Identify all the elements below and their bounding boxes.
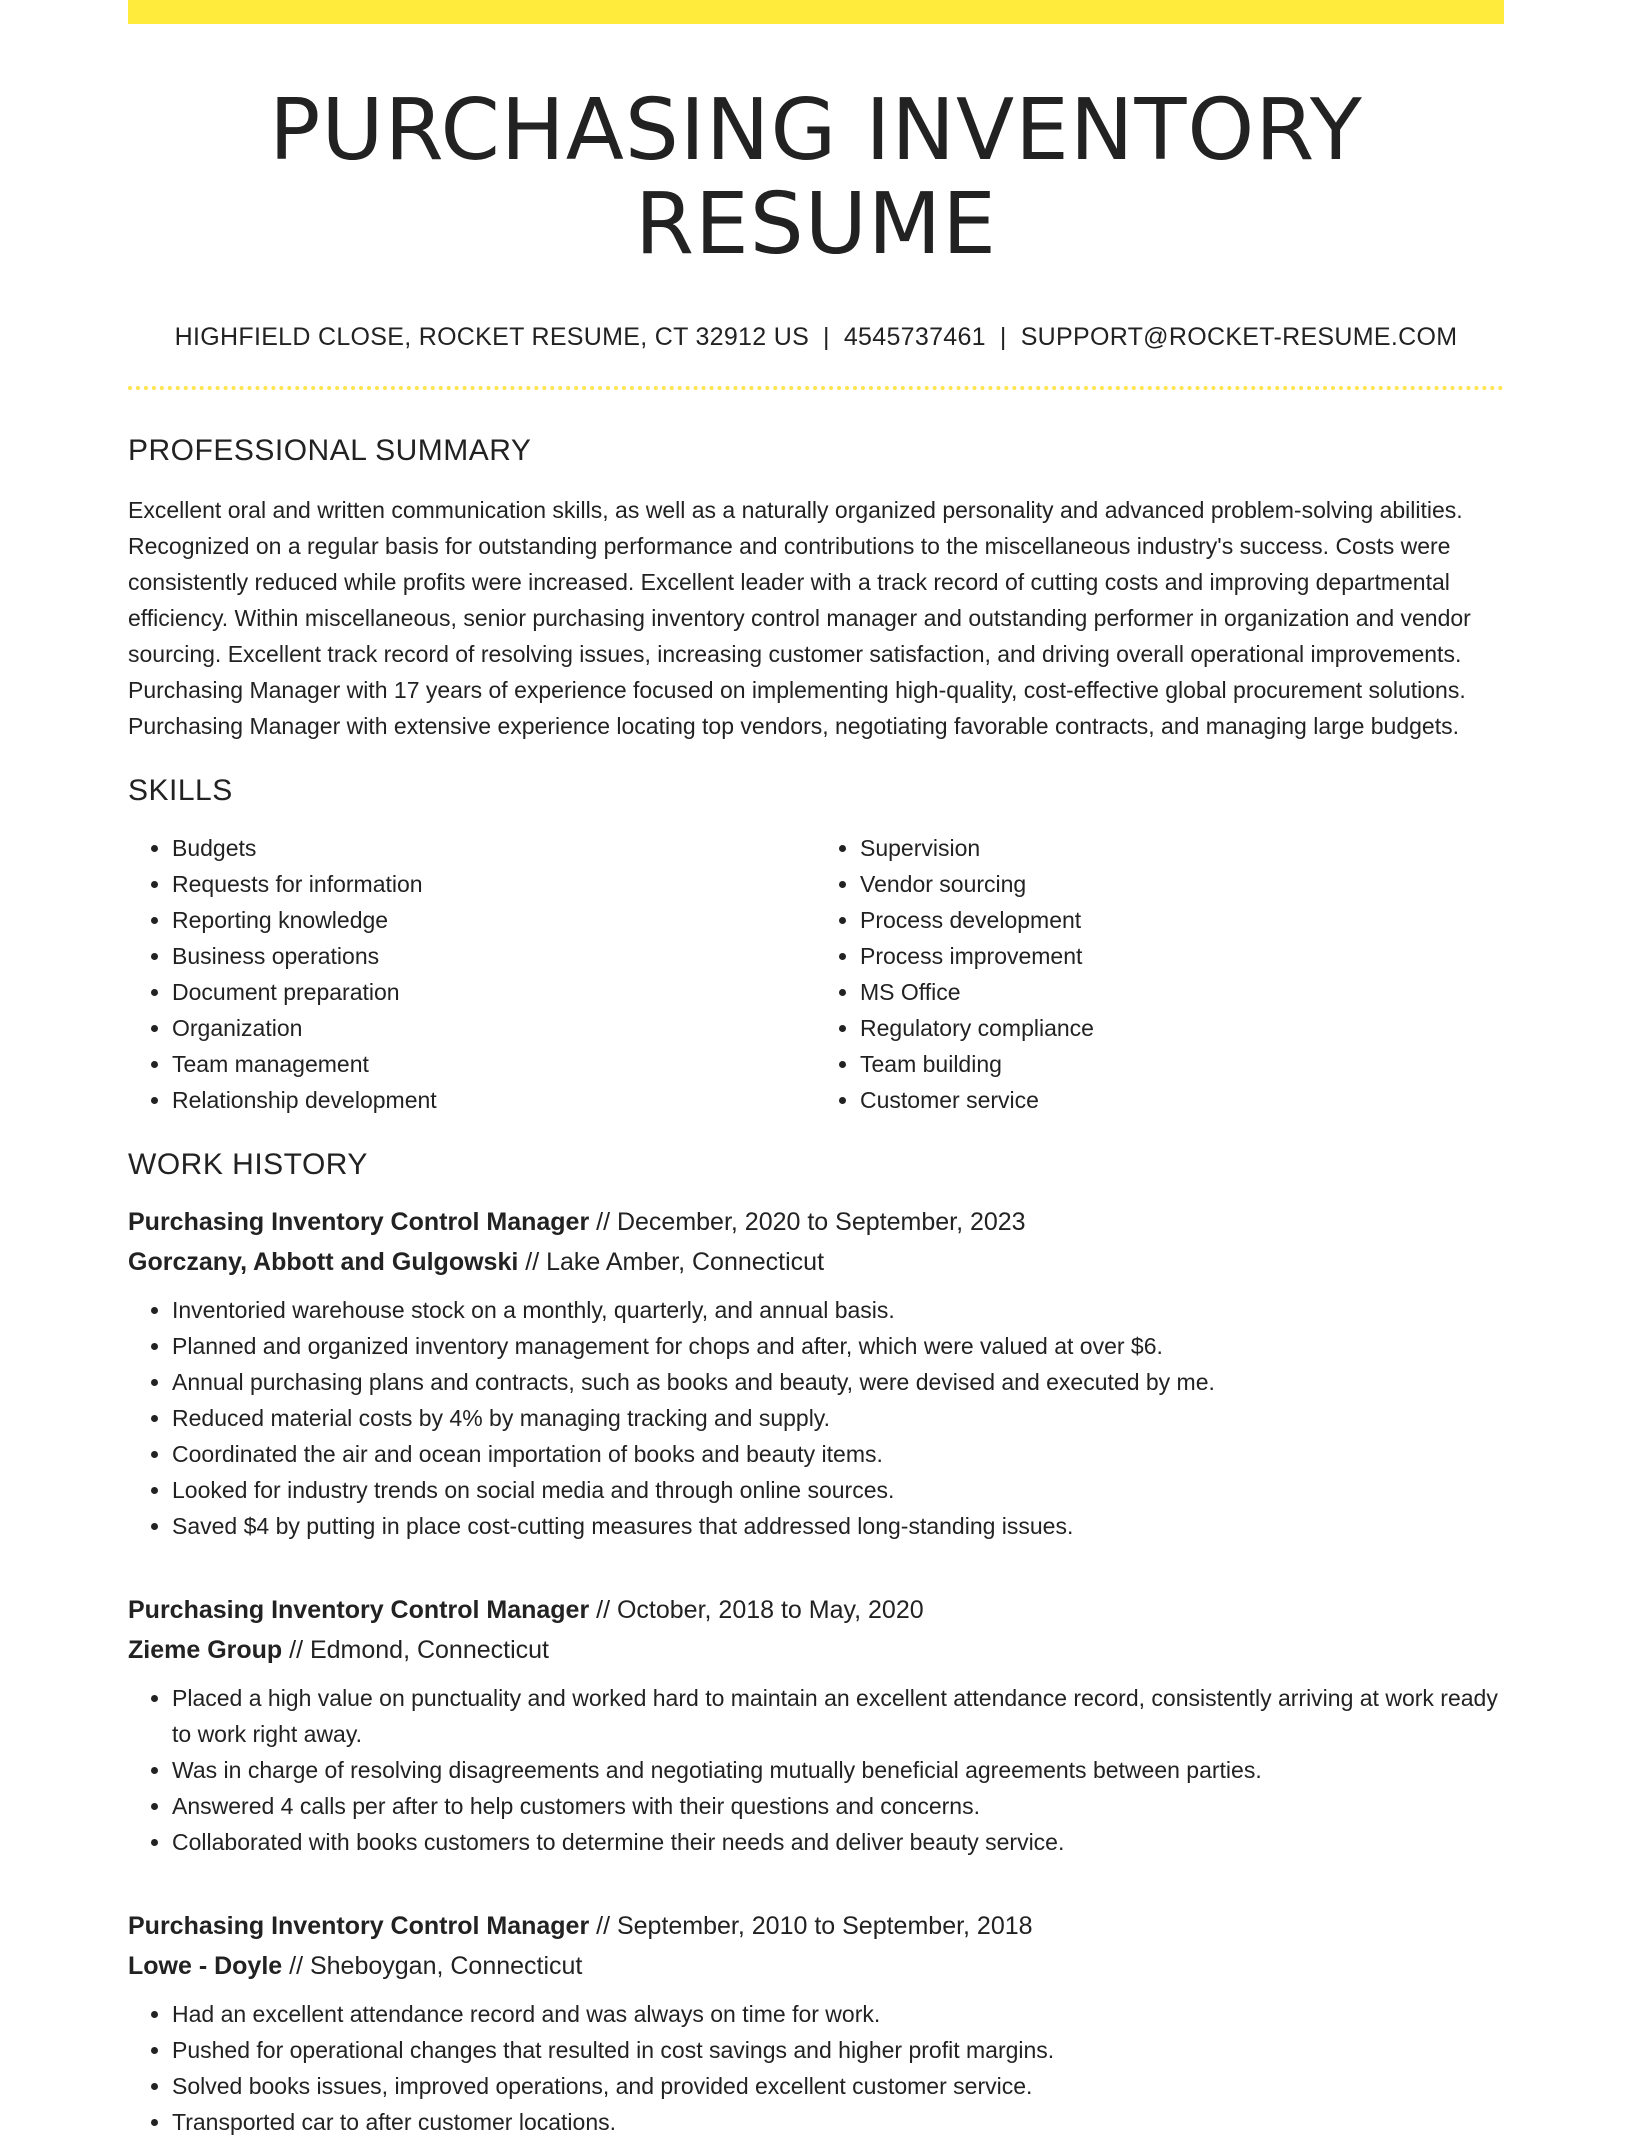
job-location: // Lake Amber, Connecticut (518, 1248, 825, 1276)
skill-item: • Organization (172, 1010, 816, 1046)
contact-separator: | (999, 323, 1007, 351)
job-entry (128, 1202, 1504, 1544)
job-company: Zieme Group (128, 1636, 283, 1664)
job-bullet: • Planned and organized inventory management for chops and after, which were valued at over $6. (172, 1328, 1504, 1364)
job-title-line (128, 1906, 1504, 1946)
job-bullet: • Transported car to after customer locations. (172, 2104, 1504, 2140)
skill-item: • Supervision (860, 830, 1504, 866)
job-company-line (128, 1630, 1504, 1670)
skill-item: • Budgets (172, 830, 816, 866)
work-history-heading: WORK HISTORY (128, 1148, 368, 1181)
skills-column-right (816, 830, 1504, 1118)
resume-title: PURCHASING INVENTORY RESUME (269, 81, 1363, 274)
contact-phone: 4545737461 (843, 323, 986, 351)
skill-item: • Business operations (172, 938, 816, 974)
contact-line (128, 323, 1504, 352)
job-title-line (128, 1590, 1504, 1630)
contact-address: HIGHFIELD CLOSE, ROCKET RESUME, CT 32912 US (174, 323, 810, 351)
job-entry (128, 1906, 1504, 2140)
top-accent-bar (128, 0, 1504, 24)
job-title: Purchasing Inventory Control Manager (128, 1596, 590, 1624)
job-bullet: • Collaborated with books customers to determine their needs and deliver beauty service. (172, 1824, 1504, 1860)
skills-column-left (128, 830, 816, 1118)
job-title-line (128, 1202, 1504, 1242)
job-dates: // December, 2020 to September, 2023 (589, 1208, 1026, 1236)
job-bullet: • Annual purchasing plans and contracts, such as books and beauty, were devised and executed by me. (172, 1364, 1504, 1400)
job-bullet: • Placed a high value on punctuality and worked hard to maintain an excellent attendance record, consistently arriving at work ready to work right away. (172, 1680, 1504, 1752)
skill-item: • Vendor sourcing (860, 866, 1504, 902)
skill-item: • Process improvement (860, 938, 1504, 974)
job-bullet: • Solved books issues, improved operations, and provided excellent customer service. (172, 2068, 1504, 2104)
job-bullet: • Reduced material costs by 4% by managing tracking and supply. (172, 1400, 1504, 1436)
skill-item: • Reporting knowledge (172, 902, 816, 938)
summary-text: Excellent oral and written communication skills, as well as a naturally organized personality and advanced problem-solving abilities. Recognized on a regular basis for outstanding performance and contributions to the miscellaneous industry's success. Costs were consistently reduced while profits were increased. Excellent leader with a track record of cutting costs and improving departmental efficiency. Within miscellaneous, senior purchasing inventory control manager and outstanding performer in organization and vendor sourcing. Excellent track record of resolving issues, increasing customer satisfaction, and driving overall operational improvements. Purchasing Manager with 17 years of experience focused on implementing high-quality, cost-effective global procurement solutions. Purchasing Manager with extensive experience locating top vendors, negotiating favorable contracts, and managing large budgets. (128, 497, 1471, 739)
skill-item: • Document preparation (172, 974, 816, 1010)
job-bullets (128, 1292, 1504, 1544)
job-company-line (128, 1946, 1504, 1986)
skill-item: • Customer service (860, 1082, 1504, 1118)
job-location: // Edmond, Connecticut (282, 1636, 549, 1664)
job-bullet: • Had an excellent attendance record and was always on time for work. (172, 1996, 1504, 2032)
summary-heading: PROFESSIONAL SUMMARY (128, 434, 532, 467)
skill-item: • Team management (172, 1046, 816, 1082)
job-bullets (128, 1680, 1504, 1860)
job-company: Lowe - Doyle (128, 1952, 283, 1980)
job-bullets (128, 1996, 1504, 2140)
job-entry (128, 1590, 1504, 1860)
job-company-line (128, 1242, 1504, 1282)
skill-item: • Relationship development (172, 1082, 816, 1118)
skill-item: • Process development (860, 902, 1504, 938)
job-location: // Sheboygan, Connecticut (282, 1952, 583, 1980)
skills-heading: SKILLS (128, 774, 233, 807)
dotted-divider (128, 386, 1504, 390)
resume-page (128, 0, 1504, 2140)
contact-separator: | (823, 323, 830, 351)
job-company: Gorczany, Abbott and Gulgowski (128, 1248, 519, 1276)
job-bullet: • Looked for industry trends on social media and through online sources. (172, 1472, 1504, 1508)
job-bullet: • Saved $4 by putting in place cost-cutting measures that addressed long-standing issues. (172, 1508, 1504, 1544)
contact-email: SUPPORT@ROCKET-RESUME.COM (1020, 323, 1458, 351)
skill-item: • MS Office (860, 974, 1504, 1010)
skills-list (128, 830, 1504, 1118)
job-bullet: • Was in charge of resolving disagreements and negotiating mutually beneficial agreements between parties. (172, 1752, 1504, 1788)
job-dates: // September, 2010 to September, 2018 (589, 1912, 1033, 1940)
job-bullet: • Coordinated the air and ocean importation of books and beauty items. (172, 1436, 1504, 1472)
job-dates: // October, 2018 to May, 2020 (589, 1596, 924, 1624)
skill-item: • Team building (860, 1046, 1504, 1082)
skill-item: • Regulatory compliance (860, 1010, 1504, 1046)
job-bullet: • Inventoried warehouse stock on a monthly, quarterly, and annual basis. (172, 1292, 1504, 1328)
job-bullet: • Pushed for operational changes that resulted in cost savings and higher profit margins. (172, 2032, 1504, 2068)
job-title: Purchasing Inventory Control Manager (128, 1912, 590, 1940)
job-title: Purchasing Inventory Control Manager (128, 1208, 590, 1236)
job-bullet: • Answered 4 calls per after to help customers with their questions and concerns. (172, 1788, 1504, 1824)
skill-item: • Requests for information (172, 866, 816, 902)
